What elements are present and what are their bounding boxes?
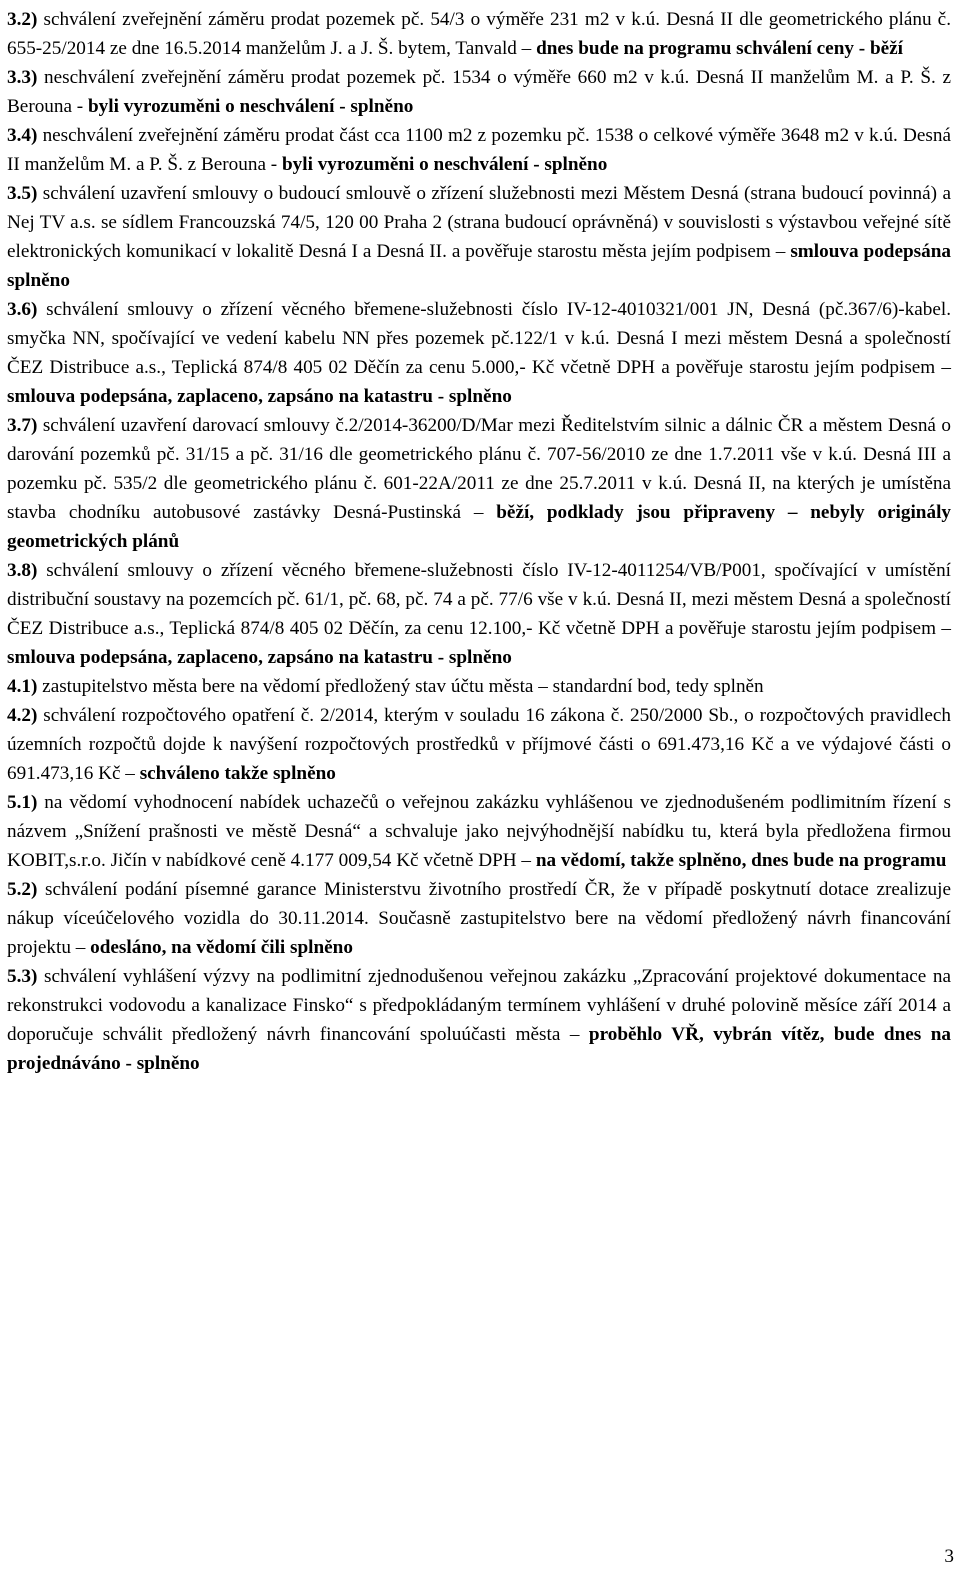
- resolution-item-5-3: [7, 962, 951, 1078]
- item-number: 3.7): [7, 415, 38, 436]
- item-text: neschválení zveřejnění záměru prodat pozemek pč. 1534 o výměře 660 m2 v k.ú. Desná II manželům M. a P. Š. z Berouna -: [7, 67, 951, 117]
- status-text: byli vyrozuměni o neschválení - splněno: [88, 96, 414, 117]
- item-text: schválení podání písemné garance Ministerstvu životního prostředí ČR, že v případě poskytnutí dotace zrealizuje nákup víceúčelového vozidla do 30.11.2014. Současně zastupitelstvo bere na vědomí předložený návrh financování projektu –: [7, 879, 951, 958]
- status-text: proběhlo VŘ, vybrán vítěz, bude dnes na projednáváno - splněno: [7, 1024, 951, 1074]
- resolution-item-3-2: [7, 5, 951, 63]
- item-number: 5.1): [7, 792, 38, 813]
- resolution-item-3-4: [7, 121, 951, 179]
- resolution-item-4-1: [7, 672, 951, 701]
- status-text: smlouva podepsána, zaplaceno, zapsáno na katastru - splněno: [7, 647, 512, 668]
- item-text: schválení vyhlášení výzvy na podlimitní zjednodušenou veřejnou zakázku „Zpracování projektové dokumentace na rekonstrukci vodovodu a kanalizace Finsko“ s předpokládaným termínem vyhlášení v druhé polovině měsíce září 2014 a doporučuje schválit předložený návrh financování spoluúčasti města –: [7, 966, 951, 1045]
- item-number: 3.6): [7, 299, 38, 320]
- status-text: odesláno, na vědomí čili splněno: [90, 937, 353, 958]
- resolution-item-3-5: [7, 179, 951, 295]
- resolution-item-3-3: [7, 63, 951, 121]
- status-text: smlouva podepsána splněno: [7, 241, 951, 291]
- status-text: dnes bude na programu schválení ceny - běží: [536, 38, 903, 59]
- item-number: 4.1): [7, 676, 38, 697]
- resolution-item-3-8: [7, 556, 951, 672]
- page-number: 3: [944, 1546, 954, 1567]
- item-number: 3.5): [7, 183, 38, 204]
- item-text: schválení smlouvy o zřízení věcného břemene-služebnosti číslo IV-12-4010321/001 JN, Desná (pč.367/6)-kabel. smyčka NN, spočívající ve vedení kabelu NN přes pozemek pč.122/1 v k.ú. Desná I mezi městem Desná a společností ČEZ Distribuce a.s., Teplická 874/8 405 02 Děčín za cenu 5.000,- Kč včetně DPH a pověřuje starostu jejím podpisem –: [7, 299, 951, 378]
- item-text: schválení uzavření smlouvy o budoucí smlouvě o zřízení služebnosti mezi Městem Desná (strana budoucí povinná) a Nej TV a.s. se sídlem Francouzská 74/5, 120 00 Praha 2 (strana budoucí oprávněná) v souvislosti s výstavbou veřejné sítě elektronických komunikací v lokalitě Desná I a Desná II. a pověřuje starostu města jejím podpisem –: [7, 183, 951, 262]
- resolution-item-4-2: [7, 701, 951, 788]
- status-text: smlouva podepsána, zaplaceno, zapsáno na katastru - splněno: [7, 386, 512, 407]
- resolution-item-3-7: [7, 411, 951, 556]
- document-body: [7, 5, 951, 1078]
- item-number: 3.8): [7, 560, 38, 581]
- resolution-item-5-2: [7, 875, 951, 962]
- status-text: na vědomí, takže splněno, dnes bude na programu: [535, 850, 947, 871]
- resolution-item-5-1: [7, 788, 951, 875]
- item-number: 3.3): [7, 67, 38, 88]
- item-number: 5.2): [7, 879, 38, 900]
- item-text: schválení rozpočtového opatření č. 2/2014, kterým v souladu 16 zákona č. 250/2000 Sb., o rozpočtových pravidlech územních rozpočtů dojde k navýšení rozpočtových prostředků v příjmové části o 691.473,16 Kč a ve výdajové části o 691.473,16 Kč –: [7, 705, 951, 784]
- status-text: běží, podklady jsou připraveny – nebyly originály geometrických plánů: [7, 502, 951, 552]
- item-number: 4.2): [7, 705, 38, 726]
- item-text: neschválení zveřejnění záměru prodat část cca 1100 m2 z pozemku pč. 1538 o celkové výměře 3648 m2 v k.ú. Desná II manželům M. a P. Š. z Berouna -: [7, 125, 951, 175]
- item-text: zastupitelstvo města bere na vědomí předložený stav účtu města – standardní bod, tedy splněn: [37, 676, 764, 697]
- item-number: 3.2): [7, 9, 38, 30]
- item-text: schválení uzavření darovací smlouvy č.2/2014-36200/D/Mar mezi Ředitelstvím silnic a dálnic ČR a městem Desná o darování pozemků pč. 31/15 a pč. 31/16 dle geometrického plánu č. 707-56/2010 ze dne 1.7.2011 vše v k.ú. Desná III a pozemku pč. 535/2 dle geometrického plánu č. 601-22A/2011 ze dne 25.7.2011 v k.ú. Desná II, na kterých je umístěna stavba chodníku autobusové zastávky Desná-Pustinská –: [7, 415, 951, 523]
- item-text: schválení smlouvy o zřízení věcného břemene-služebnosti číslo IV-12-4011254/VB/P001, spočívající v umístění distribuční soustavy na pozemcích pč. 61/1, pč. 68, pč. 74 a pč. 77/6 vše v k.ú. Desná II, mezi městem Desná a společností ČEZ Distribuce a.s., Teplická 874/8 405 02 Děčín, za cenu 12.100,- Kč včetně DPH a pověřuje starostu jejím podpisem –: [7, 560, 951, 639]
- status-text: byli vyrozuměni o neschválení - splněno: [281, 154, 608, 175]
- item-text: schválení zveřejnění záměru prodat pozemek pč. 54/3 o výměře 231 m2 v k.ú. Desná II dle geometrického plánu č. 655-25/2014 ze dne 16.5.2014 manželům J. a J. Š. bytem, Tanvald –: [7, 9, 951, 59]
- item-number: 5.3): [7, 966, 38, 987]
- status-text: schváleno takže splněno: [139, 763, 336, 784]
- item-number: 3.4): [7, 125, 38, 146]
- resolution-item-3-6: [7, 295, 951, 411]
- item-text: na vědomí vyhodnocení nabídek uchazečů o veřejnou zakázku vyhlášenou ve zjednodušeném podlimitním řízení s názvem „Snížení prašnosti ve městě Desná“ a schvaluje jako nejvýhodnější nabídku tu, která byla předložena firmou KOBIT,s.r.o. Jičín v nabídkové ceně 4.177 009,54 Kč včetně DPH –: [7, 792, 951, 871]
